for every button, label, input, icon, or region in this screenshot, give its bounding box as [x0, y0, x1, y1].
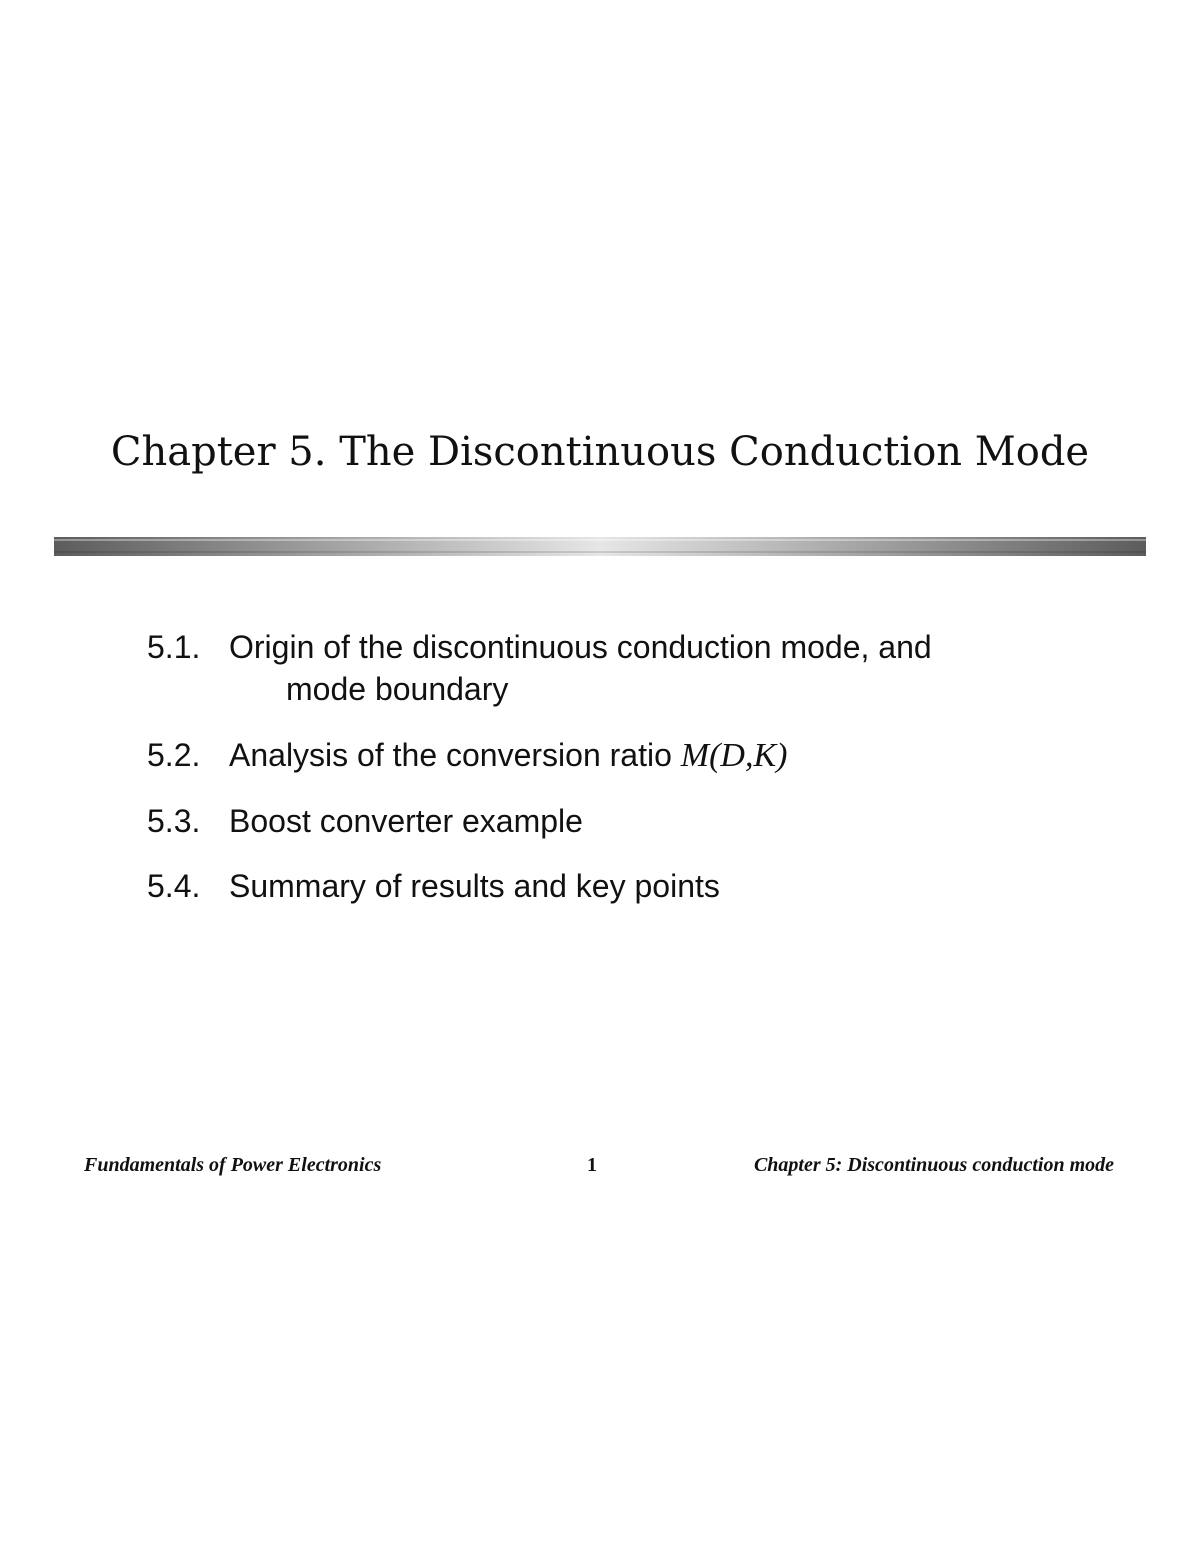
- toc-number: 5.1.: [147, 629, 201, 665]
- toc-item-5-1: [147, 626, 1127, 710]
- toc-item-text: Analysis of the conversion ratio: [229, 737, 681, 773]
- table-of-contents: [147, 626, 1127, 907]
- footer-page-number: 1: [587, 1154, 597, 1176]
- title-divider-bar: [54, 537, 1146, 556]
- toc-item-text: Boost converter example: [229, 803, 583, 839]
- toc-item-5-3: [147, 800, 1127, 842]
- toc-item-text: Summary of results and key points: [229, 868, 720, 904]
- toc-item-5-2: [147, 734, 1127, 777]
- toc-number: 5.3.: [147, 803, 201, 839]
- conversion-ratio-math: M(D,K): [680, 737, 788, 774]
- footer-book-title: Fundamentals of Power Electronics: [84, 1154, 382, 1176]
- toc-item-text: Origin of the discontinuous conduction mode, and: [229, 629, 932, 665]
- toc-number: 5.2.: [147, 737, 201, 773]
- toc-number: 5.4.: [147, 868, 201, 904]
- footer-chapter-title: Chapter 5: Discontinuous conduction mode: [753, 1154, 1114, 1176]
- page-title: Chapter 5. The Discontinuous Conduction Mode: [110, 429, 1090, 475]
- toc-item-5-4: [147, 865, 1127, 907]
- toc-item-continuation: mode boundary: [286, 671, 509, 707]
